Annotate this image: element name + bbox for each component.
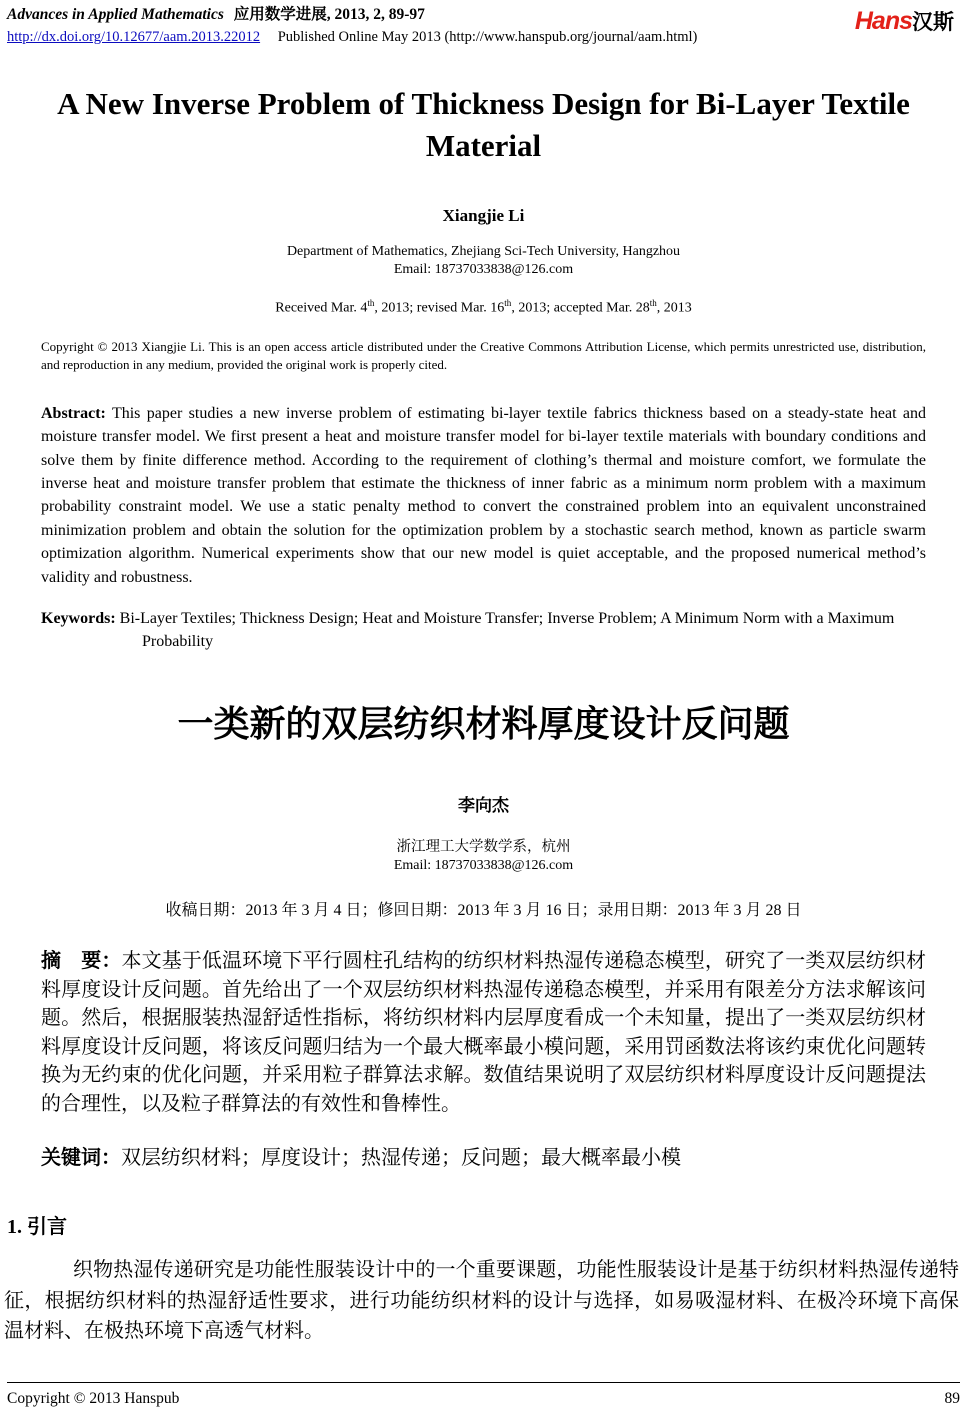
section-1-paragraph: 织物热湿传递研究是功能性服装设计中的一个重要课题，功能性服装设计是基于纺织材料热湿传递特征，根据纺织材料的热湿舒适性要求，进行功能纺织材料的设计与选择，如易吸湿材料、在极冷环境下高保温材料、在极热环境下高透气材料。 bbox=[4, 1259, 959, 1343]
received-part: , 2013; accepted Mar. 28 bbox=[511, 300, 650, 316]
author-name: Xiangjie Li bbox=[442, 205, 525, 225]
page-number: 89 bbox=[944, 1390, 960, 1407]
received-superscript: th bbox=[504, 298, 512, 309]
chinese-dates: 收稿日期：2013 年 3 月 4 日；修回日期：2013 年 3 月 16 日；录用日期：2013 年 3 月 28 日 bbox=[165, 902, 802, 920]
journal-title-cn: 应用数学进展, 2013, 2, 89-97 bbox=[233, 6, 425, 23]
abstract bbox=[41, 402, 926, 589]
chinese-author: 李向杰 bbox=[458, 795, 509, 815]
journal-title-en: Advances in Applied Mathematics bbox=[7, 6, 224, 23]
keywords-label: Keywords: bbox=[41, 610, 116, 627]
footer-row bbox=[7, 1390, 960, 1408]
abstract-text: This paper studies a new inverse problem of estimating bi-layer textile fabrics thickness based on a steady-state heat and moisture transfer model. We first present a heat and moisture transfer model for bi-layer textile materials with boundary conditions and solve them by finite difference method. According to the requirement of clothing’s thermal and moisture comfort, we formulate the inverse heat and moisture transfer problem that estimate the thickness of inner fabric as a minimum norm problem with a maximum probability constraint model. We use a static penalty method to convert the constrained problem into an equivalent unconstrained minimization problem and obtain the solution for the optimization problem by a stochastic search method, known as particle swarm optimization algorithm. Numerical experiments show that our new model is quiet acceptable, and the proposed numerical method’s validity and robustness. bbox=[41, 404, 926, 586]
affiliation: Department of Mathematics, Zhejiang Sci-Tech University, Hangzhou bbox=[286, 243, 681, 259]
chinese-abstract-label: 摘 要： bbox=[41, 950, 122, 973]
chinese-affiliation: 浙江理工大学数学系，杭州 bbox=[396, 838, 571, 855]
footer-divider bbox=[7, 1382, 960, 1383]
hans-logo-wordmark: Hans bbox=[854, 7, 912, 35]
journal-header bbox=[0, 0, 967, 46]
doi-link[interactable]: http://dx.doi.org/10.12677/aam.2013.22012 bbox=[7, 29, 261, 46]
chinese-abstract-text: 本文基于低温环境下平行圆柱孔结构的纺织材料热湿传递稳态模型，研究了一类双层纺织材料厚度设计反问题。首先给出了一个双层纺织材料热湿传递稳态模型，并采用有限差分方法求解该问题。然后，根据服装热湿舒适性指标，将纺织材料内层厚度看成一个未知量，提出了一类双层纺织材料厚度设计反问题，将该反问题归结为一个最大概率最小模问题，采用罚函数法将该约束优化问题转换为无约束的优化问题，并采用粒子群算法求解。数值结果说明了双层纺织材料厚度设计反问题提法的合理性，以及粒子群算法的有效性和鲁棒性。 bbox=[41, 950, 927, 1115]
section-1-heading: 1. 引言 bbox=[7, 1216, 67, 1239]
footer-copyright: Copyright © 2013 Hanspub bbox=[7, 1390, 180, 1407]
doi-line bbox=[7, 29, 697, 46]
author-email: Email: 18737033838@126.com bbox=[393, 262, 574, 277]
received-superscript: th bbox=[649, 298, 657, 309]
keywords-text: Bi-Layer Textiles; Thickness Design; Heat and Moisture Transfer; Inverse Problem; A Minimum Norm with a Maximum Probability bbox=[115, 610, 895, 651]
chinese-email: Email: 18737033838@126.com bbox=[393, 858, 574, 874]
abstract-label: Abstract: bbox=[41, 404, 106, 422]
journal-title-line bbox=[7, 5, 697, 24]
received-part: , 2013 bbox=[656, 300, 692, 316]
chinese-abstract bbox=[41, 947, 926, 1118]
page-footer bbox=[7, 1382, 960, 1408]
keywords bbox=[41, 607, 926, 654]
received-part: , 2013; revised Mar. 16 bbox=[374, 300, 505, 316]
chinese-keywords bbox=[41, 1144, 926, 1172]
journal-info bbox=[7, 5, 697, 46]
received-superscript: th bbox=[367, 298, 375, 309]
received-part: Received Mar. 4 bbox=[275, 300, 368, 316]
chinese-title: 一类新的双层纺织材料厚度设计反问题 bbox=[177, 703, 790, 744]
license-note: Copyright © 2013 Xiangjie Li. This is an open access article distributed under the Creative Commons Attribution License, which permits unrestricted use, distribution, and reproduction in any medium, provided the original work is properly cited. bbox=[41, 338, 926, 373]
hanspub-logo bbox=[855, 5, 960, 36]
article-title: A New Inverse Problem of Thickness Design for Bi-Layer Textile Material bbox=[57, 86, 910, 163]
chinese-keywords-label: 关键词： bbox=[41, 1147, 121, 1170]
article-content bbox=[0, 83, 967, 1346]
received-dates bbox=[41, 298, 926, 317]
hans-logo-chinese: 汉斯 bbox=[912, 10, 954, 34]
published-info: Published Online May 2013 (http://www.hanspub.org/journal/aam.html) bbox=[277, 29, 698, 46]
chinese-keywords-text: 双层纺织材料；厚度设计；热湿传递；反问题；最大概率最小模 bbox=[121, 1147, 681, 1170]
